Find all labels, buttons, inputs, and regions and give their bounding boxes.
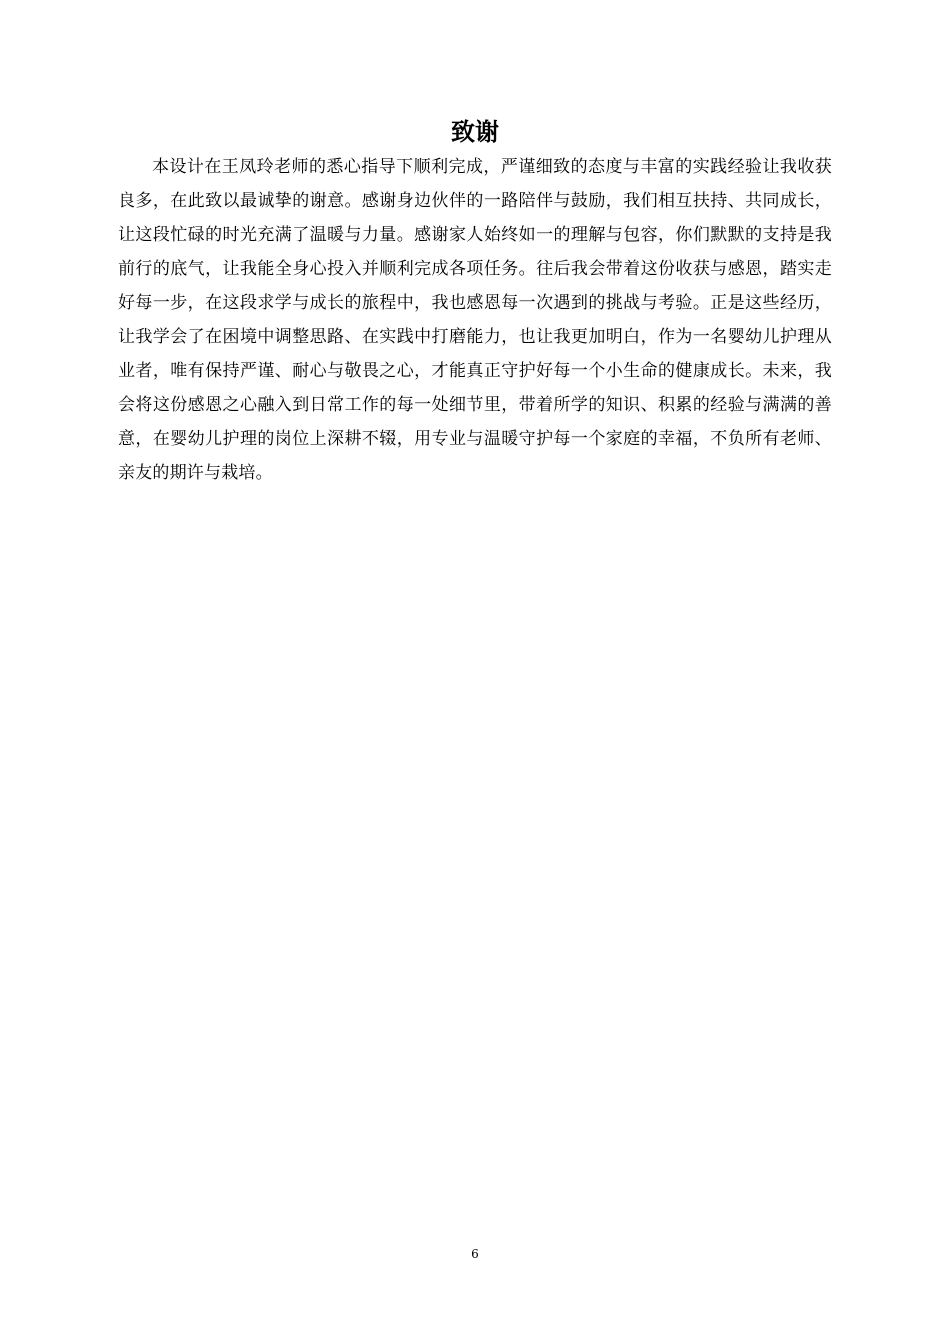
page-title: 致谢: [451, 118, 499, 146]
acknowledgement-paragraph: 本设计在王凤玲老师的悉心指导下顺利完成，严谨细致的态度与丰富的实践经验让我收获良多，在此致以最诚挚的谢意。感谢身边伙伴的一路陪伴与鼓励，我们相互扶持、共同成长，让这段忙碌的时光充满了温暖与力量。感谢家人始终如一的理解与包容，你们默默的支持是我前行的底气，让我能全身心投入并顺利完成各项任务。往后我会带着这份收获与感恩，踏实走好每一步，在这段求学与成长的旅程中，我也感恩每一次遇到的挑战与考验。正是这些经历，让我学会了在困境中调整思路、在实践中打磨能力，也让我更加明白，作为一名婴幼儿护理从业者，唯有保持严谨、耐心与敬畏之心，才能真正守护好每一个小生命的健康成长。未来，我会将这份感恩之心融入到日常工作的每一处细节里，带着所学的知识、积累的经验与满满的善意，在婴幼儿护理的岗位上深耕不辍，用专业与温暖守护每一个家庭的幸福，不负所有老师、亲友的期许与栽培。: [118, 157, 832, 483]
page-number: 6: [471, 1247, 479, 1261]
